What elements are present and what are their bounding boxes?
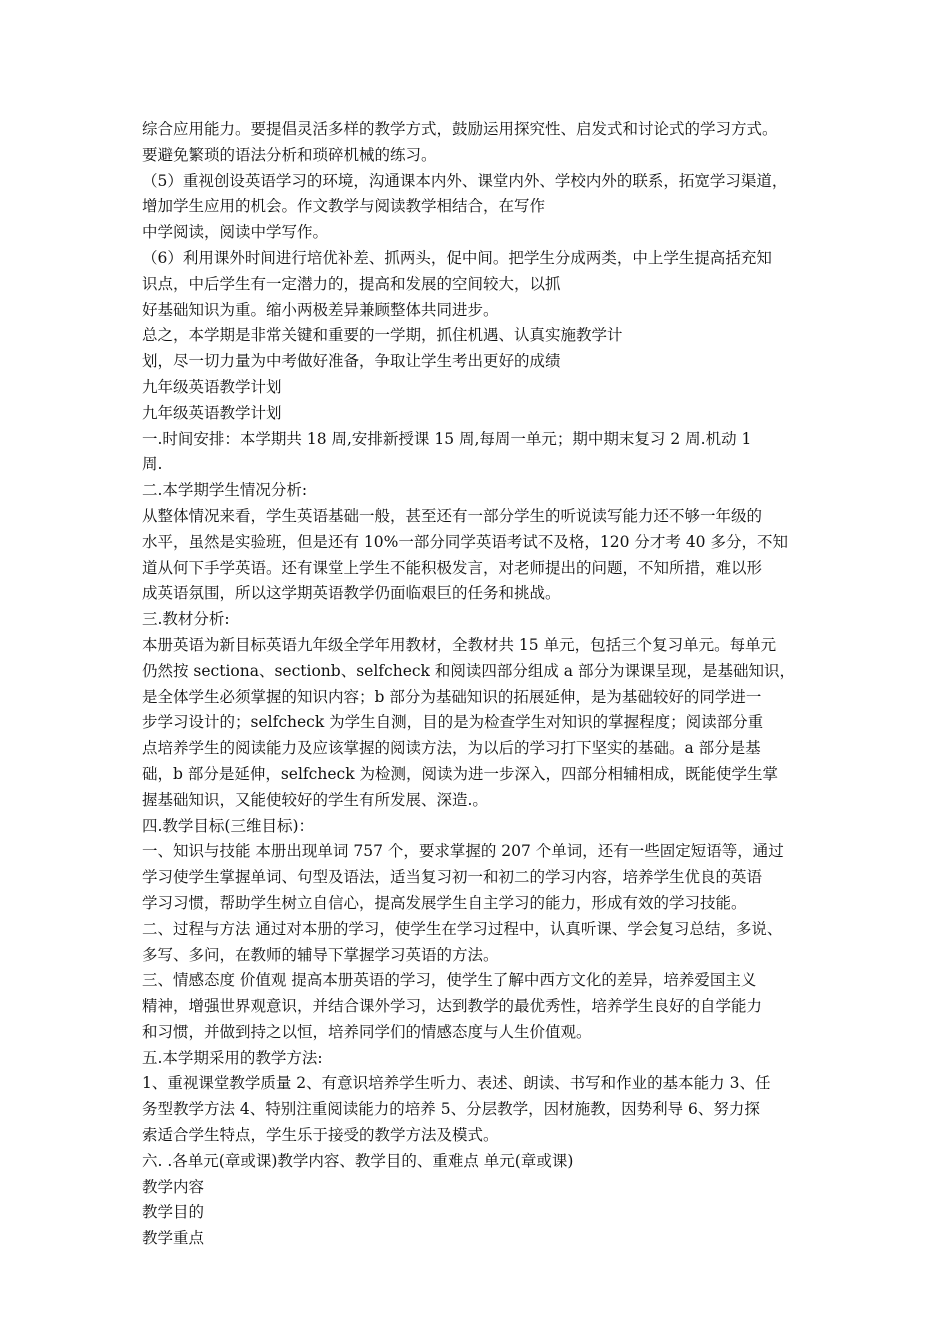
text-line: 础，b 部分是延伸，selfcheck 为检测，阅读为进一步深入，四部分相辅相成，既能使学生掌 xyxy=(142,764,779,783)
text-line: 从整体情况来看，学生英语基础一般，甚至还有一部分学生的听说读写能力还不够一年级的 xyxy=(142,506,763,525)
text-line: 务型教学方法 4、特别注重阅读能力的培养 5、分层教学，因材施教，因势利导 6、努力探 xyxy=(142,1100,760,1119)
text-line: 要避免繁琐的语法分析和琐碎机械的练习。 xyxy=(142,145,437,164)
section-heading: 四.教学目标(三维目标)： xyxy=(142,816,315,835)
text-line: 一、知识与技能 本册出现单词 757 个，要求掌握的 207 个单词，还有一些固定短语等，通过 xyxy=(142,842,784,861)
text-line: 学习习惯，帮助学生树立自信心，提高发展学生自主学习的能力，形成有效的学习技能。 xyxy=(142,893,747,912)
text-line: 成英语氛围，所以这学期英语教学仍面临艰巨的任务和挑战。 xyxy=(142,584,561,603)
text-line: 增加学生应用的机会。作文教学与阅读教学相结合，在写作 xyxy=(142,197,546,216)
text-line: 三、情感态度 价值观 提高本册英语的学习，使学生了解中西方文化的差异，培养爱国主义 xyxy=(142,971,757,990)
text-line: 划，尽一切力量为中考做好准备，争取让学生考出更好的成绩 xyxy=(142,352,561,371)
text-line: 一.时间安排：本学期共 18 周,安排新授课 15 周,每周一单元；期中期末复习 2 周.机动 1 xyxy=(142,429,752,448)
text-line: 水平，虽然是实验班，但是还有 10%一部分同学英语考试不及格，120 分才考 40 多分，不知 xyxy=(142,532,788,551)
text-line: 好基础知识为重。缩小两极差异兼顾整体共同进步。 xyxy=(142,300,499,319)
text-line: 步学习设计的；selfcheck 为学生自测，目的是为检查学生对知识的掌握程度；阅读部分重 xyxy=(142,713,764,732)
text-line: （6）利用课外时间进行培优补差、抓两头，促中间。把学生分成两类，中上学生提高括充知 xyxy=(142,248,772,267)
text-line: 综合应用能力。要提倡灵活多样的教学方式，鼓励运用探究性、启发式和讨论式的学习方式。 xyxy=(142,120,778,138)
text-line: 仍然按 sectiona、sectionb、selfcheck 和阅读四部分组成 a 部分为课课呈现，是基础知识， xyxy=(142,661,795,680)
text-line: 教学目的 xyxy=(142,1203,205,1222)
text-line: 索适合学生特点，学生乐于接受的教学方法及模式。 xyxy=(142,1126,499,1145)
text-line: 多写、多问，在教师的辅导下掌握学习英语的方法。 xyxy=(142,945,499,964)
text-line: 道从何下手学英语。还有课堂上学生不能积极发言，对老师提出的问题，不知所措，难以形 xyxy=(142,558,763,577)
document-page xyxy=(142,117,814,1252)
section-heading: 三.教材分析: xyxy=(142,610,230,629)
text-line: 点培养学生的阅读能力及应该掌握的阅读方法，为以后的学习打下坚实的基础。a 部分是基 xyxy=(142,739,761,758)
text-line: 精神，增强世界观意识，并结合课外学习，达到教学的最优秀性，培养学生良好的自学能力 xyxy=(142,997,763,1016)
text-line: （5）重视创设英语学习的环境，沟通课本内外、课堂内外、学校内外的联系，拓宽学习渠道， xyxy=(142,171,788,190)
text-line: 中学阅读，阅读中学写作。 xyxy=(142,223,329,242)
section-heading: 六. .各单元(章或课)教学内容、教学目的、重难点 单元(章或课) xyxy=(142,1151,574,1170)
text-line: 本册英语为新目标英语九年级全学年用教材，全教材共 15 单元，包括三个复习单元。每单元 xyxy=(142,635,777,654)
text-line: 和习惯，并做到持之以恒，培养同学们的情感态度与人生价值观。 xyxy=(142,1022,592,1041)
text-line: 教学重点 xyxy=(142,1229,205,1248)
section-heading: 二.本学期学生情况分析: xyxy=(142,481,308,500)
text-line: 总之，本学期是非常关键和重要的一学期，抓住机遇、认真实施教学计 xyxy=(142,326,623,345)
text-line: 周. xyxy=(142,455,163,474)
heading-line: 九年级英语教学计划 xyxy=(142,403,282,422)
section-heading: 五.本学期采用的教学方法: xyxy=(142,1048,323,1067)
text-line: 教学内容 xyxy=(142,1177,205,1196)
text-line: 识点，中后学生有一定潜力的，提高和发展的空间较大，以抓 xyxy=(142,274,561,293)
text-line: 学习使学生掌握单词、句型及语法，适当复习初一和初二的学习内容，培养学生优良的英语 xyxy=(142,868,763,887)
heading-line: 九年级英语教学计划 xyxy=(142,377,282,396)
text-line: 是全体学生必须掌握的知识内容；b 部分为基础知识的拓展延伸，是为基础较好的同学进一 xyxy=(142,687,762,706)
text-line: 二、过程与方法 通过对本册的学习，使学生在学习过程中，认真听课、学会复习总结，多说、 xyxy=(142,919,783,938)
text-line: 1、重视课堂教学质量 2、有意识培养学生听力、表述、朗读、书写和作业的基本能力 3、任 xyxy=(142,1074,771,1093)
text-line: 握基础知识，又能使较好的学生有所发展、深造.。 xyxy=(142,790,488,809)
